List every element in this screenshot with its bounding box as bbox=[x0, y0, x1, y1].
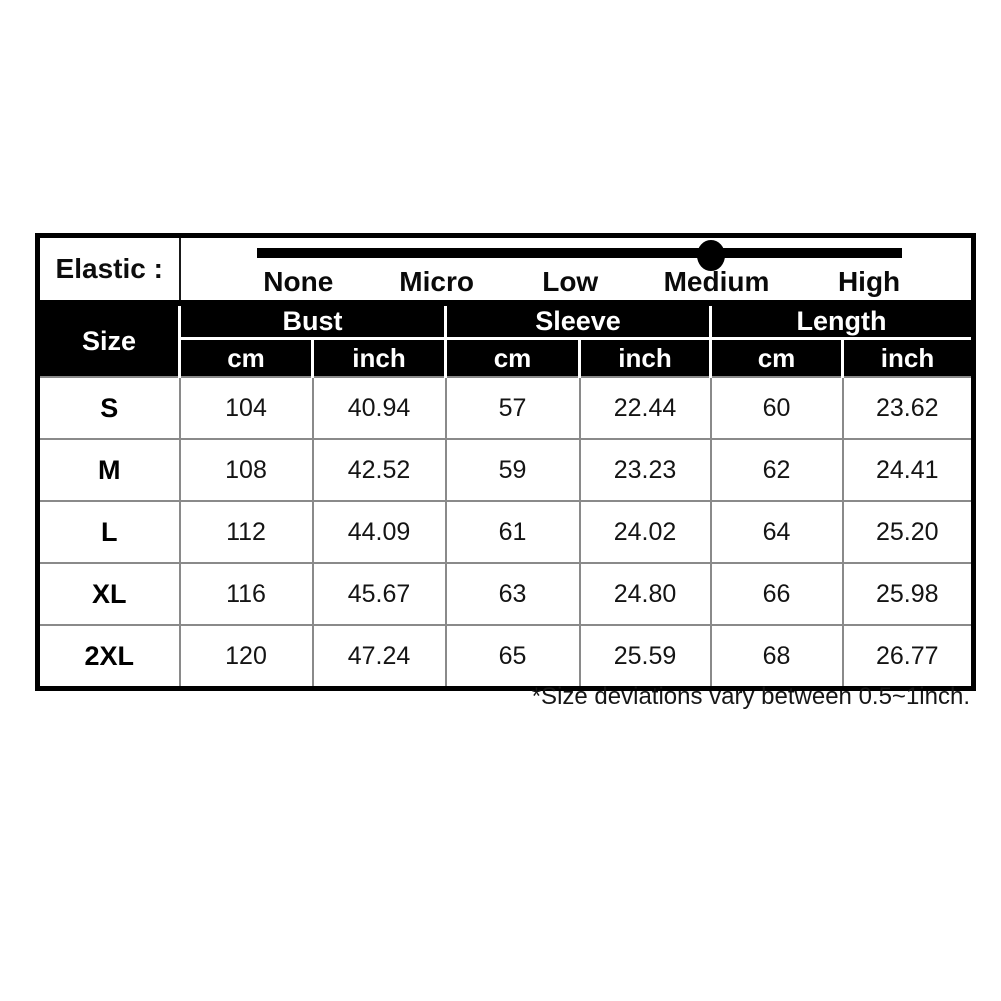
value-cell: 112 bbox=[180, 501, 313, 563]
column-header-size: Size bbox=[38, 303, 180, 377]
value-cell: 24.80 bbox=[580, 563, 711, 625]
value-cell: 47.24 bbox=[313, 625, 446, 689]
value-cell: 108 bbox=[180, 439, 313, 501]
value-cell: 44.09 bbox=[313, 501, 446, 563]
size-label: L bbox=[38, 501, 180, 563]
group-header-bust: Bust bbox=[180, 303, 446, 339]
elastic-scale-cell bbox=[180, 236, 974, 304]
group-header-row bbox=[38, 303, 974, 339]
group-header-length: Length bbox=[711, 303, 974, 339]
value-cell: 57 bbox=[446, 377, 580, 439]
size-label: M bbox=[38, 439, 180, 501]
elastic-slider bbox=[181, 238, 972, 300]
value-cell: 24.02 bbox=[580, 501, 711, 563]
unit-header-bust-inch: inch bbox=[313, 339, 446, 378]
value-cell: 59 bbox=[446, 439, 580, 501]
value-cell: 25.98 bbox=[843, 563, 974, 625]
value-cell: 62 bbox=[711, 439, 843, 501]
value-cell: 120 bbox=[180, 625, 313, 689]
value-cell: 104 bbox=[180, 377, 313, 439]
elastic-option-high: High bbox=[837, 266, 901, 297]
value-cell: 65 bbox=[446, 625, 580, 689]
elastic-option-micro: Micro bbox=[399, 266, 474, 297]
value-cell: 25.59 bbox=[580, 625, 711, 689]
unit-header-length-cm: cm bbox=[711, 339, 843, 378]
value-cell: 116 bbox=[180, 563, 313, 625]
size-deviation-note: *Size deviations vary between 0.5~1inch. bbox=[531, 683, 970, 710]
table-row-xl bbox=[38, 563, 974, 625]
table-row-2xl bbox=[38, 625, 974, 689]
value-cell: 25.20 bbox=[843, 501, 974, 563]
value-cell: 26.77 bbox=[843, 625, 974, 689]
value-cell: 24.41 bbox=[843, 439, 974, 501]
value-cell: 42.52 bbox=[313, 439, 446, 501]
value-cell: 63 bbox=[446, 563, 580, 625]
value-cell: 64 bbox=[711, 501, 843, 563]
size-chart-table bbox=[35, 233, 976, 691]
value-cell: 23.23 bbox=[580, 439, 711, 501]
unit-header-bust-cm: cm bbox=[180, 339, 313, 378]
table-row-l bbox=[38, 501, 974, 563]
value-cell: 61 bbox=[446, 501, 580, 563]
size-label: S bbox=[38, 377, 180, 439]
unit-header-length-inch: inch bbox=[843, 339, 974, 378]
elastic-row bbox=[38, 236, 974, 304]
elastic-option-medium: Medium bbox=[663, 266, 770, 297]
value-cell: 68 bbox=[711, 625, 843, 689]
group-header-sleeve: Sleeve bbox=[446, 303, 711, 339]
value-cell: 45.67 bbox=[313, 563, 446, 625]
elastic-option-none: None bbox=[263, 266, 334, 297]
size-label: 2XL bbox=[38, 625, 180, 689]
elastic-option-low: Low bbox=[542, 266, 599, 297]
value-cell: 66 bbox=[711, 563, 843, 625]
table-row-s bbox=[38, 377, 974, 439]
value-cell: 22.44 bbox=[580, 377, 711, 439]
unit-header-sleeve-cm: cm bbox=[446, 339, 580, 378]
size-label: XL bbox=[38, 563, 180, 625]
value-cell: 23.62 bbox=[843, 377, 974, 439]
value-cell: 40.94 bbox=[313, 377, 446, 439]
value-cell: 60 bbox=[711, 377, 843, 439]
elastic-label: Elastic : bbox=[38, 236, 180, 304]
slider-track bbox=[257, 248, 902, 258]
unit-header-sleeve-inch: inch bbox=[580, 339, 711, 378]
table-row-m bbox=[38, 439, 974, 501]
